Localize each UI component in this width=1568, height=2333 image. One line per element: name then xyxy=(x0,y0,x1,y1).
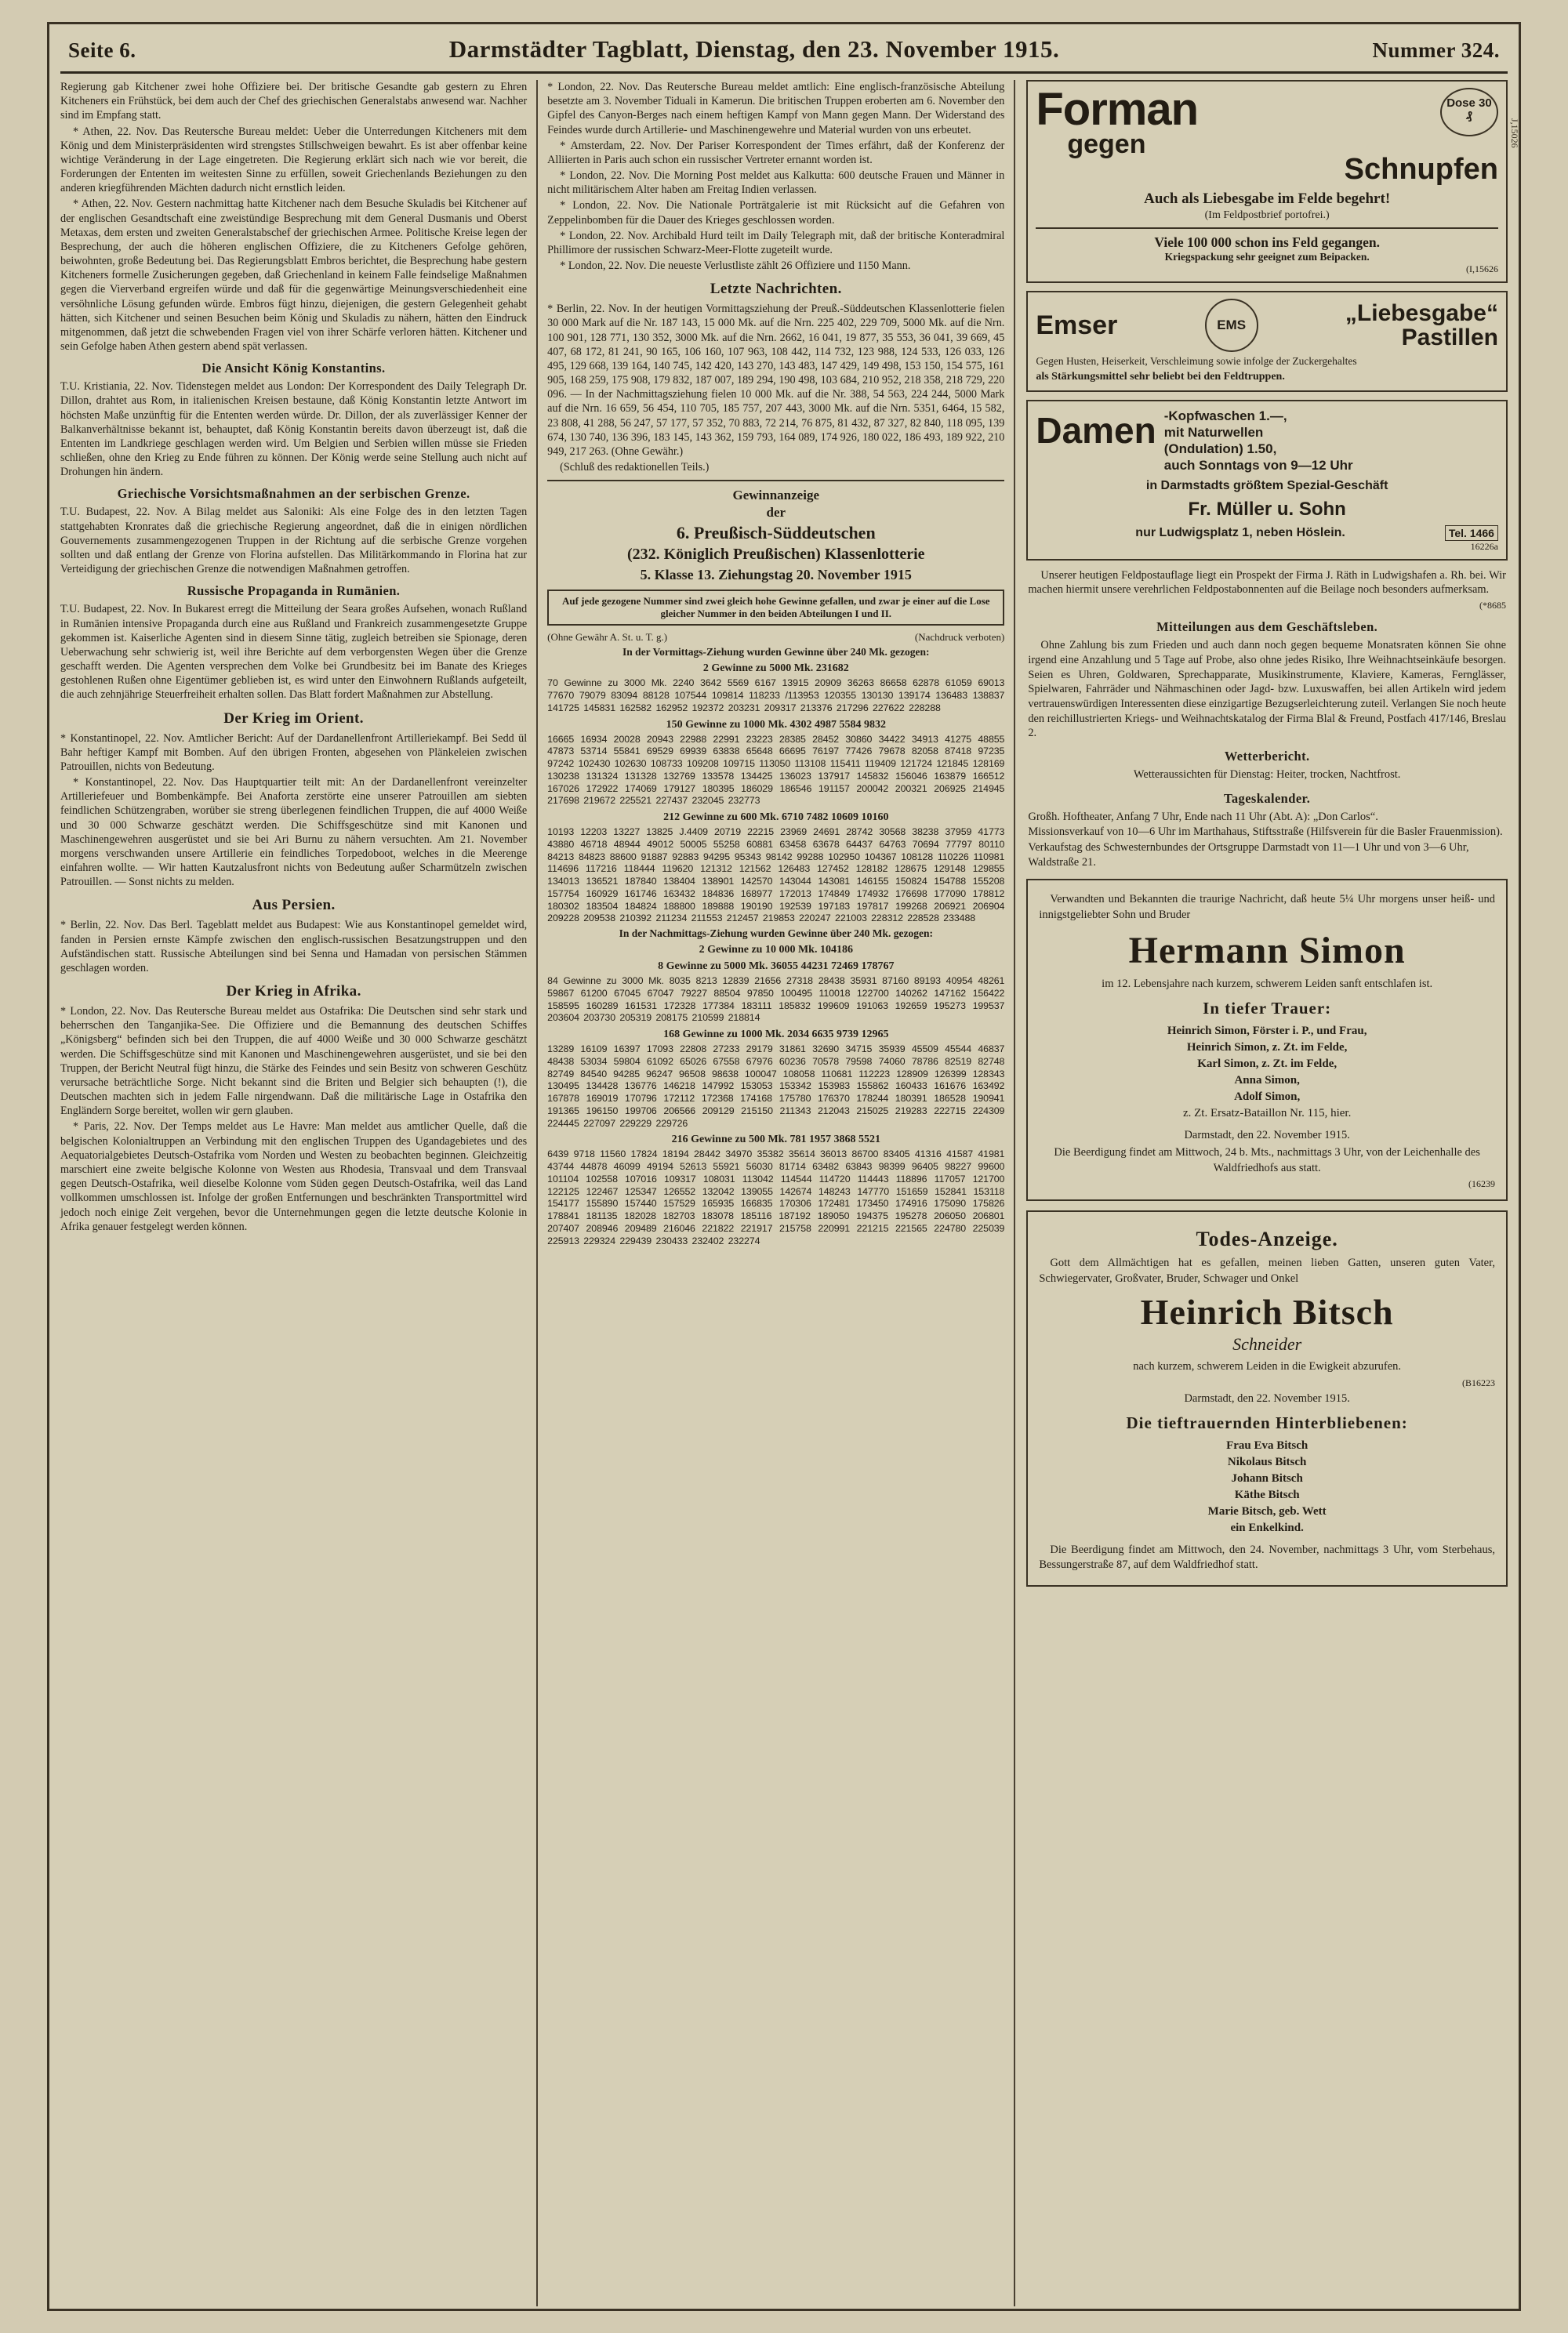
lottery-block-head: 8 Gewinne zu 5000 Mk. 36055 44231 72469 178767 xyxy=(658,960,895,973)
article-paragraph: * Berlin, 22. Nov. Das Berl. Tageblatt meldet aus Budapest: Wie aus Konstantinopel gemeldet wird, fanden in Persien ernste Kämpfe zwischen den englisch-russischen Besatzungstruppen und den Aufständischen statt. Russische Abteilungen sind bei Senna und Hamadan von persischen Stämmen geschlagen worden. xyxy=(60,919,528,974)
obituary-name: Heinrich Bitsch xyxy=(1140,1292,1394,1333)
section-heading: Aus Persien. xyxy=(252,897,336,914)
lottery-block-head: 212 Gewinne zu 600 Mk. 6710 7482 10609 10160 xyxy=(663,811,889,824)
ad-emser-brand: Emser xyxy=(1036,310,1118,340)
ad-forman-code: (I,15626 xyxy=(1465,263,1498,275)
ad-damen-service2: mit Naturwellen xyxy=(1163,424,1264,440)
obituary-mourning-label: Die tieftrauernden Hinterbliebenen: xyxy=(1126,1413,1408,1432)
lottery-subnotes xyxy=(547,631,1004,644)
article-paragraph: * Berlin, 22. Nov. In der heutigen Vormittagsziehung der Preuß.-Süddeutschen Klassenlotterie fielen 30 000 Mark auf die Nr. 187 143, 15 000 Mk. auf die Nrn. 225 402, 229 709, 5000 Mk. auf die Nrn. 100 901, 128 771, 130 352, 3000 Mk. auf die Nrn. 2662, 16 041, 19 877, 35 553, 36 041, 39 669, 45 407, 68 172, 81 241, 90 165, 106 160, 107 963, 108 442, 114 732, 123 988, 124 533, 126 033, 126 495, 129 668, 139 164, 140 745, 142 420, 143 270, 143 483, 147 429, 149 498, 153 150, 154 575, 161 905, 168 259, 175 908, 179 832, 187 007, 189 294, 190 498, 103 684, 210 952, 218 358, 218 729, 220 096. — In der Nachmittagsziehung fielen 10 000 Mk. auf die Nr. 388, 54 563, 224 244, 5000 Mark auf die Nrn. 16 659, 56 454, 110 705, 185 757, 207 443, 3000 Mk. auf die Nrn. 5351, 6464, 15 582, 23 808, 41 288, 56 247, 57 177, 57 352, 70 883, 72 214, 76 875, 81 432, 87 327, 82 840, 118 095, 139 674, 130 740, 136 396, 183 145, 143 362, 159 793, 164 089, 174 926, 180 022, 186 493, 189 922, 210 949, 217 263. (Ohne Gewähr.) xyxy=(547,303,1005,458)
ad-emser-text1: Gegen Husten, Heiserkeit, Verschleimung sowie infolge der Zuckergehaltes xyxy=(1036,355,1357,368)
side-code: J,15026 xyxy=(1509,118,1520,148)
ad-forman-brand: Forman xyxy=(1036,84,1199,135)
ad-forman[interactable] xyxy=(1026,80,1508,283)
column-1 xyxy=(60,80,538,2306)
article-paragraph: * London, 22. Nov. Die neueste Verlustliste zählt 26 Offiziere und 1150 Mann. xyxy=(560,259,911,273)
paper-inner xyxy=(47,22,1521,2311)
obituary-mourner: z. Zt. Ersatz-Bataillon Nr. 115, hier. xyxy=(1182,1106,1352,1119)
obituary-detail: nach kurzem, schwerem Leiden in die Ewigkeit abzurufen. xyxy=(1133,1360,1402,1373)
article-paragraph: Regierung gab Kitchener zwei hohe Offiziere bei. Der britische Gesandte gab gestern zu Ehren Kitcheners ein Frühstück, bei dem auch der Chef des griechischen Generalstabs anwesend war. Nachher sind im Empfang statt. xyxy=(60,81,528,122)
weather-forecast: Wetteraussichten für Dienstag: Heiter, trocken, Nachtfrost. xyxy=(1133,768,1401,782)
obituary-mourner: Johann Bitsch xyxy=(1231,1471,1303,1485)
obituary-profession: Schneider xyxy=(1232,1334,1302,1355)
section-heading: Mitteilungen aus dem Geschäftsleben. xyxy=(1156,619,1378,635)
article-paragraph: * Konstantinopel, 22. Nov. Das Hauptquartier teilt mit: An der Dardanellenfront vereinzelter Artilleriefeuer und Bombenkämpfe. Bei Anaforta zerstörte eine unserer Patrouillen am siebten feindlichen Schützengraben, worüber sie streng überlegenen feindlichen Truppen, die auf 4000 Weiße und 30 000 Schwarze geschätzt werden. Die Schiffsgeschütze sind mit Kanonen und Maschinengewehren ausgerüstet und sie bei Ari Burnu zu nähern versuchten. Am 21. November morgens verschwanden unsere Artillerie ein feindliches Torpedoboot, welches in die Meerenge einfahren wollte. — Wir hatten Kautzalusfront nichts von Bedeutung außer Scharmützeln zwischen Patrouillen. — Sonst nichts zu melden. xyxy=(60,776,528,889)
editorial-end-note: (Schluß des redaktionellen Teils.) xyxy=(560,461,710,474)
columns-container xyxy=(60,80,1508,2306)
ad-emser-pastillen[interactable] xyxy=(1026,291,1508,391)
article-paragraph: * London, 22. Nov. Das Reutersche Bureau meldet aus Ostafrika: Die Deutschen sind sehr stark und beherrschen den Tanganjika-See. Die Offiziere und die Bemannung des deutschen Schiffes „Königsberg“ befinden sich bei den Truppen, die auf 4000 Weiße und 30 000 Schwarze geschätzt werden. Die Schiffsgeschütze sind mit Kanonen und Maschinengewehren ausgerüstet, und sie bei den Truppen, der Bericht Neutral fügt hinzu, die Stärke des Feindes und sein Besitz von schweren Geschütz verursache beträchtliche Sorge. Nicht bekannt sind die Briten und Belgier sich behaupten (!), die Deutschen machten sich in jedem Falle nirgendwann. Daß die militärische Lage in Ostafrika den Engländern Sorge bereitet, wollen wir gern glauben. xyxy=(60,1005,528,1118)
section-heading: Russische Propaganda in Rumänien. xyxy=(187,583,401,599)
obituary-mourner: ein Enkelkind. xyxy=(1230,1521,1304,1534)
obituary-mourner: Frau Eva Bitsch xyxy=(1226,1439,1308,1452)
calendar-entry: Großh. Hoftheater, Anfang 7 Uhr, Ende nach 11 Uhr (Abt. A): „Don Carlos“. xyxy=(1028,810,1378,823)
lottery-numbers: 6439 9718 11560 17824 18194 28442 34970 35382 35614 36013 86700 83405 41316 41587 41981 43744 44878 46099 49194 52613 55921 56030 81714 63482 63843 98399 96405 98227 99600 101104 102558 107016 109317 108031 113042 114544 114720 114443 118896 117057 121700 122125 122467 125347 126552 132042 139055 142674 148243 147770 151659 152841 153118 154177 155890 157440 157529 165935 166835 170306 172481 173450 174916 175090 175826 178841 181135 182028 182703 183078 185116 187192 189050 194375 195278 206050 206801 207407 208946 209489 216046 221822 221917 215758 220991 221215 221565 224780 225039 225913 229324 229439 230433 232402 232274 xyxy=(547,1148,1005,1246)
lottery-numbers: 13289 16109 16397 17093 22808 27233 29179 31861 32690 34715 35939 45509 45544 46837 48438 53034 59804 61092 65026 67558 67976 60236 70578 79598 74060 78786 82519 82748 82749 84540 94285 96247 96508 98638 100047 108058 110681 112223 128909 126399 128343 130495 134428 136776 146218 147992 153053 153342 153983 155862 160433 161676 163492 167878 169019 170796 172112 172368 174168 175780 176370 178244 180391 186528 190941 191365 196150 199706 206566 209129 215150 211343 212043 215025 219283 222715 224309 224445 227097 229229 229726 xyxy=(547,1043,1005,1129)
lottery-title-line1: Gewinnanzeige xyxy=(732,488,819,503)
lottery-block-head: 2 Gewinne zu 5000 Mk. 231682 xyxy=(702,662,849,675)
lottery-numbers: 70 Gewinne zu 3000 Mk. 2240 3642 5569 6167 13915 20909 36263 86658 62878 61059 69013 77670 79079 83094 88128 107544 109814 118233 /113953 120355 130130 139174 136483 138837 141725 145831 162582 162952 192372 203231 209317 213376 217296 227622 228288 xyxy=(547,677,1005,713)
ad-forman-schnupfen: Schnupfen xyxy=(1344,153,1498,187)
obituary-mourner: Heinrich Simon, Förster i. P., und Frau, xyxy=(1167,1024,1367,1037)
notice-feldpost-text: Unserer heutigen Feldpostauflage liegt ein Prospekt der Firma J. Räth in Ludwigshafen a. Rh. bei. Wir machen hiermit unsere verehrlichen Feldpostabonnenten auf die Beilage noch besonders aufmerksam. xyxy=(1028,568,1506,597)
masthead xyxy=(60,32,1508,74)
ad-damen-services xyxy=(1164,408,1353,474)
article-paragraph: * Konstantinopel, 22. Nov. Amtlicher Bericht: Auf der Dardanellenfront Artilleriekampf. Bei Sedd ül Bahr heftiger Kampf mit Bomben. Auf den übrigen Fronten, abgesehen von Plänkeleien zwischen Patrouillen, nichts von Bedeutung. xyxy=(60,731,528,773)
calendar-heading: Tageskalender. xyxy=(1224,790,1311,806)
obituary-place-date: Darmstadt, den 22. November 1915. xyxy=(1184,1128,1350,1141)
article-paragraph: * London, 22. Nov. Die Nationale Porträtgalerie ist mit Rücksicht auf die Gefahren von Zeppelinbomben für die Dauer des Krieges geschlossen worden. xyxy=(547,199,1005,227)
lottery-block-head: 168 Gewinne zu 1000 Mk. 2034 6635 9739 12965 xyxy=(663,1029,889,1041)
lottery-numbers: 16665 16934 20028 20943 22988 22991 23223 28385 28452 30860 34422 34913 41275 48855 47873 53714 55841 69529 69939 63838 65648 66695 76197 77426 79678 82058 87418 97235 97242 102430 102630 108733 109208 109715 113050 113108 115411 119409 121724 121845 128169 130238 131324 131328 132769 133578 134425 136023 137917 145832 156046 163879 166512 167026 172922 174069 179127 180395 186029 186546 191157 200042 200321 206925 214945 217698 219672 225521 227437 232045 232773 xyxy=(547,733,1005,807)
obituary-hermann-simon xyxy=(1026,879,1508,1201)
ad-damen-service3: (Ondulation) 1.50, xyxy=(1163,441,1277,457)
ad-forman-gegen: gegen xyxy=(1067,129,1146,160)
section-heading: Die Ansicht König Konstantins. xyxy=(201,361,386,376)
lottery-afternoon-draw-label: In der Nachmittags-Ziehung wurden Gewinne über 240 Mk. gezogen: xyxy=(619,927,933,940)
ad-damen-phone: Tel. 1466 xyxy=(1445,525,1498,541)
article-paragraph: * Athen, 22. Nov. Das Reutersche Bureau meldet: Ueber die Unterredungen Kitcheners mit dem König und dem Ministerpräsidenten wird strengstes Stillschweigen bewahrt. Es ist aber offenbar keine wichtige Veränderung in der Lage eingetreten. Die Regierung erklärt sich nach wie vor bereit, die Forderungen der Ententen im weitesten Sinne zu erfüllen, soweit Griechenlands Beziehungen zu den anderen kriegführenden Mächten dadurch nicht ernstlich leiden. xyxy=(60,125,528,195)
obituary-mourner: Nikolaus Bitsch xyxy=(1227,1455,1307,1468)
article-paragraph: T.U. Kristiania, 22. Nov. Tidenstegen meldet aus London: Der Korrespondent des Daily Telegraph Dr. Dillon, drahtet aus Rom, in italienischen Kreisen bestaune, daß König Konstantin letzte Antwort im höchsten Maße unzünftig für die Ententen werden würde. Dr. Dillon, der als zuverlässiger Kenner der Balkanverhältnisse bekannt ist, behauptet, daß König Konstantin bereits davon überzeugt ist, daß die Ententen im Landkriege geschlagen werden wird. Um Belgien und Serbien willen müsse sie Frieden schließen, ohne den Krieg zu Ende führen zu können. Der König werde seine Stellung auch nicht auf Drohungen hin ändern. xyxy=(60,380,528,479)
lottery-numbers: 84 Gewinne zu 3000 Mk. 8035 8213 12839 21656 27318 28438 35931 87160 89193 40954 48261 59867 61200 67045 67047 79227 88504 97850 100495 110018 122700 140262 147162 156422 158595 160289 161531 172328 177384 183111 185832 199609 191063 192659 195273 199537 203604 203730 205319 208175 210599 218814 xyxy=(547,975,1005,1024)
ad-forman-subslogan: (Im Feldpostbrief portofrei.) xyxy=(1204,209,1330,222)
lottery-note: Auf jede gezogene Nummer sind zwei gleich hohe Gewinne gefallen, und zwar je einer auf die Lose gleicher Nummer in den beiden Abteilungen I und II. xyxy=(547,590,1004,626)
ad-emser-text2: als Stärkungsmittel sehr beliebt bei den Feldtruppen. xyxy=(1036,371,1285,383)
obituary-mourner: Marie Bitsch, geb. Wett xyxy=(1207,1504,1327,1518)
dose-badge: Dose 30 ₰ xyxy=(1440,88,1498,136)
ad-forman-slogan: Auch als Liebesgabe im Felde begehrt! xyxy=(1144,190,1391,208)
obituary-code: (B16223 xyxy=(1461,1377,1495,1388)
article-paragraph: * Paris, 22. Nov. Der Temps meldet aus Le Havre: Man meldet aus amtlicher Quelle, daß die belgischen Kolonialtruppen an Verbindung mit den englischen Truppen des Ugandagebietes und des Aequatorialgebietes Deutsch-Ostafrika vom Norden und Westen zu beobachten beginnen. Gleichzeitig marschiert eine zweite belgische Kolonne von Westen aus Rhodesia, Transvaal und dem Transvaal gegen Deutsch-Ostafrika, weil dieselbe Kolonne vom Süden gegen Deutsch-Ostafrika, weil das Land vollkommen umschlossen ist. Infolge der großen Entfernungen und beschränkten Transportmittel wird jedoch noch einige Zeit vergehen, bevor die Unternehmungen gegen die letzte deutsche Kolonie in Afrika genauer festgelegt werden können. xyxy=(60,1120,528,1233)
section-heading-latest-news: Letzte Nachrichten. xyxy=(710,281,842,298)
ad-damen-shopline: in Darmstadts größtem Spezial-Geschäft xyxy=(1145,478,1388,492)
lottery-morning-draw-label: In der Vormittags-Ziehung wurden Gewinne über 240 Mk. gezogen: xyxy=(622,646,930,659)
ad-damen-hours: auch Sonntags von 9—12 Uhr xyxy=(1163,458,1353,473)
section-heading: Der Krieg in Afrika. xyxy=(226,983,361,1000)
obituary-funeral-info: Die Beerdigung findet am Mittwoch, 24 b. Mts., nachmittags 3 Uhr, von der Leichenhalle des Waldfriedhofs aus statt. xyxy=(1054,1146,1480,1174)
obituary-heinrich-bitsch xyxy=(1026,1210,1508,1586)
obituary-mourner: Heinrich Simon, z. Zt. im Felde, xyxy=(1186,1040,1348,1054)
divider xyxy=(1036,227,1498,229)
section-heading: Griechische Vorsichtsmaßnahmen an der serbischen Grenze. xyxy=(117,486,470,502)
notice-feldpost-code: (*8685 xyxy=(1479,600,1506,611)
article-paragraph: T.U. Budapest, 22. Nov. A Bilag meldet aus Saloniki: Als eine Folge des in den letzten Tagen stattgehabten Kronrates daß die griechische Regierung angeordnet, daß die in einigen nördlichen Gouvernements zusammengezogenen Truppen in der Richtung auf die serbische Grenze vorgehen sollten und daß entlang der Grenze von Florina aufstellen. Das Militärkommando in Florina hat zur Verteidigung der griechischen Grenze die notwendigen Maßnahmen getroffen. xyxy=(60,506,528,576)
ad-emser-pastillen: Pastillen xyxy=(1401,325,1498,351)
ad-damen-code: 16226a xyxy=(1470,540,1498,552)
issue-number: Nummer 324. xyxy=(1372,38,1500,62)
lottery-block-head: 2 Gewinne zu 10 000 Mk. 104186 xyxy=(699,944,853,956)
obituary-mourning-label: In tiefer Trauer: xyxy=(1203,998,1332,1018)
article-paragraph: * Amsterdam, 22. Nov. Der Pariser Korrespondent der Times erfährt, daß der Konferenz der Alliierten in Paris auch schon ein russischer Vertreter ernannt worden ist. xyxy=(547,139,1005,166)
ad-damen-row xyxy=(1036,408,1498,474)
section-heading: Der Krieg im Orient. xyxy=(223,709,364,727)
obituary-detail: im 12. Lebensjahre nach kurzem, schwerem Leiden sanft entschlafen ist. xyxy=(1102,978,1433,991)
notice-feldpost xyxy=(1026,568,1508,611)
obituary-funeral-info: Die Beerdigung findet am Mittwoch, den 24. November, nachmittags 3 Uhr, vom Sterbehaus, Bessungerstraße 87, auf dem Waldfriedhof statt. xyxy=(1039,1543,1495,1572)
lottery-title-line3: 6. Preußisch-Süddeutschen xyxy=(676,522,876,542)
ad-damen-headline: Damen xyxy=(1036,409,1156,451)
weather-heading: Wetterbericht. xyxy=(1224,749,1310,764)
article-paragraph: * London, 22. Nov. Archibald Hurd teilt im Daily Telegraph mit, daß der britische Konteradmiral Phillimore der russischen Schwarz-Meer-Flotte zugeteilt wurde. xyxy=(547,229,1005,256)
lottery-reprint-note: (Nachdruck verboten) xyxy=(914,631,1005,644)
obituary-code: (16239 xyxy=(1468,1178,1495,1190)
ad-damen-friseur[interactable] xyxy=(1026,400,1508,561)
ad-forman-claim2: Kriegspackung sehr geeignet zum Beipacken. xyxy=(1164,251,1370,263)
obituary-mourner: Karl Simon, z. Zt. im Felde, xyxy=(1197,1057,1338,1070)
obituary-mourner: Käthe Bitsch xyxy=(1234,1488,1300,1501)
newspaper-title: Darmstädter Tagblatt, Dienstag, den 23. November 1915. xyxy=(448,35,1060,63)
ad-emser-liebesgabe: „Liebesgabe“ xyxy=(1345,299,1498,326)
ad-damen-company: Fr. Müller u. Sohn xyxy=(1188,498,1346,520)
divider xyxy=(547,480,1004,481)
article-paragraph: * London, 22. Nov. Das Reutersche Bureau meldet amtlich: Eine englisch-französische Abteilung besetzte am 3. November Tiduali in Kamerun. Die britischen Truppen eroberten am 6. November den Gipfel des Canyon-Berges nach einem heftigen Kampf von Mann gegen Mann. Der Widerstand des Feindes wurde durch Artillerie- und Maschinengewehre und Material wurden von uns erbeutet. xyxy=(547,81,1005,136)
ad-emser-right xyxy=(1345,301,1498,350)
obituary-intro: Gott dem Allmächtigen hat es gefallen, meinen lieben Gatten, unseren guten Vater, Schwiegervater, Großvater, Bruder, Schwager und Onkel xyxy=(1039,1257,1495,1285)
obituary-name: Hermann Simon xyxy=(1128,930,1406,972)
lottery-warranty-note: (Ohne Gewähr A. St. u. T. g.) xyxy=(547,631,668,644)
column-3-ads xyxy=(1015,80,1508,2306)
lottery-numbers: 10193 12203 13227 13825 J.4409 20719 22215 23969 24691 28742 30568 38238 37959 41773 43880 46718 48944 49012 50005 55258 60881 63458 63678 64437 64763 70694 77797 80110 84213 84823 88600 91887 92883 94295 95343 98142 99288 102950 104367 108128 110226 110981 114696 117216 118444 119620 121312 121562 126483 127452 128182 128675 129148 129855 134013 136521 187840 138404 138901 142570 143044 143081 146155 150824 154788 155208 157754 160929 161746 163432 184836 168977 172013 174849 174932 176698 177090 178812 180302 183504 184824 188800 189888 190190 192539 197183 197817 199268 206921 206904 209228 209538 210392 211234 211553 212457 219853 220247 221003 228312 228528 233488 xyxy=(547,826,1005,924)
obituary-mourner: Adolf Simon, xyxy=(1234,1090,1301,1103)
article-paragraph: * London, 22. Nov. Die Morning Post meldet aus Kalkutta: 600 deutsche Frauen und Männer in nicht militärischem Alter haben am Freitag Indien verlassen. xyxy=(547,169,1005,197)
obituary-mourner: Anna Simon, xyxy=(1234,1073,1300,1087)
obituary-intro: Verwandten und Bekannten die traurige Nachricht, daß heute 5¼ Uhr morgens unser heiß- und innigstgeliebter Sohn und Bruder xyxy=(1039,892,1495,921)
lottery-draw-info: 5. Klasse 13. Ziehungstag 20. November 1915 xyxy=(640,567,912,583)
lottery-header xyxy=(547,487,1004,584)
column-2 xyxy=(538,80,1015,2306)
ad-damen-service1: -Kopfwaschen 1.—, xyxy=(1163,408,1287,423)
ems-seal-icon: EMS xyxy=(1205,299,1258,352)
section-geschaeftsleben xyxy=(1026,619,1508,741)
section-daily-calendar xyxy=(1026,791,1508,871)
lottery-title-line4: (232. Königlich Preußischen) Klassenlotterie xyxy=(626,546,925,564)
ad-damen-address: nur Ludwigsplatz 1, neben Höslein. xyxy=(1135,525,1345,539)
calendar-entry: Missionsverkauf von 10—6 Uhr im Marthahaus, Stiftsstraße (Hilfsverein für die Basler Frauenmission). xyxy=(1028,825,1503,839)
lottery-block-head: 216 Gewinne zu 500 Mk. 781 1957 3868 5521 xyxy=(671,1134,880,1146)
ad-emser-headline-row xyxy=(1036,299,1498,352)
article-paragraph: * Athen, 22. Nov. Gestern nachmittag hatte Kitchener nach dem Besuche Skuladis bei Kitchener auf der englischen Gesandtschaft eine zweistündige Besprechung mit dem General Dusmanis und Oberst Metaxas, dem ersten und zweiten Generalstabschef der griechischen Armee. Politische Kreise legen der Besprechung, der auch die höheren englischen Offiziere, die zu Kitcheners Gefolge gehören, beiwohnten, große Bedeutung bei. Das Regierungsblatt Embros berichtet, die Besprechung habe gestern Kitcheners formelle Zusicherungen gegeben, daß Griechenland in keinem Falle feindselige Maßnahmen gegen die Vierverband ergreifen würde und daß für die gegenwärtige Meinungsverschiedenheit eine versöhnliche Lösung gefunden würde. Embros fügt hinzu, diejenigen, die gestern Gelegenheit gehabt hätten, sich Kitchener und seinen Besuchen beim König und Skuladis zu nähern, hätten den Eindruck mitgenommen, daß jetzt die schwebenden Fragen viel von ihrer Schärfe verloren hätten. Kitchener und sein Gefolge haben Athen gestern abend spät verlassen. xyxy=(60,198,528,354)
lottery-block-head: 150 Gewinne zu 1000 Mk. 4302 4987 5584 9832 xyxy=(666,718,886,731)
calendar-entry: Verkaufstag des Schwesternbundes der Ortsgruppe Darmstadt von 11—1 Uhr und von 3—6 Uhr, Waldstraße 21. xyxy=(1028,840,1469,869)
page-number-left: Seite 6. xyxy=(68,38,136,62)
ad-forman-claim1: Viele 100 000 schon ins Feld gegangen. xyxy=(1154,234,1380,251)
geschaeft-text: Ohne Zahlung bis zum Frieden und auch dann noch gegen bequeme Monatsraten können Sie ohne irgend eine Anzahlung und 5 Tage auf Probe, also ohne jedes Risiko, Ihre Weihnachtseinkäufe besorgen. Seien es Uhren, Goldwaren, Sprechapparate, Musikinstrumente, Klaviere, Kameras, Fernglässer, Spielwaren, Fahrräder und Nähmaschinen oder Jagd- bzw. Luxuswaffen, bei allen Artikeln wird jedem vertrauenswürdigen Interessenten diese einzigartige Bezugserleichterung zuteil. Verlangen Sie noch heute den reichillustrierten Kriegs- und Weihnachtskatalog der Firma Blal & Freund, Postfach 417/146, Breslau 2. xyxy=(1028,639,1506,740)
obituary-title: Todes-Anzeige. xyxy=(1196,1228,1338,1251)
section-weather xyxy=(1026,749,1508,783)
article-paragraph: T.U. Budapest, 22. Nov. In Bukarest erregt die Mitteilung der Seara großes Aufsehen, wonach Rußland in Rumänien intensive Propaganda durch eine aus Rußland und Frankreich zusammengesetzte Gruppe gekommen ist. Kaiserliche Agenten sind in diesem Sinne tätig, zugleich betreiben sie Spionage, deren Ueberwachung sehr schwierig ist, weil ihre Berichte auf dem verborgensten Wegen über die Grenze geschafft werden. Die Agenten versprechen dem Volke bei Grundbesitz bei im Banate des Krieges gestohlenen Rußen ohne Eigentümer geblieben ist, es wird unter den Einwohnern Rußlands aufgeteilt, die auch zehnjährige Steuerfreiheit erhalten sollen. Das Blatt fordert Maßnahmen zur Abstellung. xyxy=(60,603,528,702)
lottery-title-line2: der xyxy=(766,504,786,520)
obituary-place-date: Darmstadt, den 22. November 1915. xyxy=(1184,1392,1350,1405)
